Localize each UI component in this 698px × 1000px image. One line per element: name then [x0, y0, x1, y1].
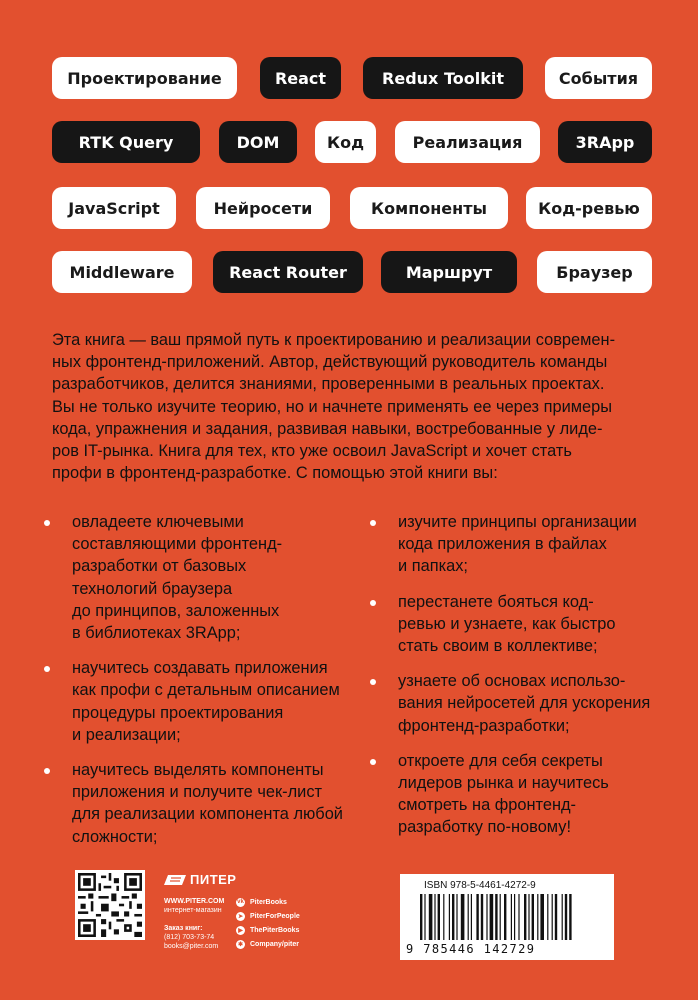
- bullet-dot-icon: [370, 679, 376, 685]
- order-email[interactable]: books@piter.com: [164, 943, 219, 950]
- qr-code-icon: [78, 873, 142, 937]
- social-item-dzen[interactable]: [236, 937, 300, 951]
- tag-brauzer: Браузер: [537, 251, 652, 293]
- intro-line: профи в фронтенд-разработке. С помощью этой книги вы:: [52, 464, 498, 483]
- bullet-line: разработки от базовых: [72, 557, 247, 576]
- publisher-site[interactable]: WWW.PITER.COM: [164, 898, 225, 905]
- tag-rtk-query: RTK Query: [52, 121, 200, 163]
- dzen-icon: ✱: [237, 941, 244, 948]
- tag-komponenty: Компоненты: [350, 187, 508, 229]
- publisher-site-sub: интернет-магазин: [164, 907, 222, 914]
- bullet-line: овладеете ключевыми: [72, 513, 244, 531]
- bullet-line: приложения и получите чек-лист: [72, 783, 323, 802]
- bullet-line: ревью и узнаете, как быстро: [398, 614, 616, 633]
- tag-3rapp: 3RApp: [558, 121, 652, 163]
- bullet-line: изучите принципы организации: [398, 513, 637, 531]
- intro-line: ров IT-рынка. Книга для тех, кто уже освоил JavaScript и хочет стать: [52, 442, 572, 461]
- isbn-text: ISBN 978-5-4461-4272-9: [424, 880, 536, 891]
- tag-kod: Код: [315, 121, 376, 163]
- social-label: Company/piter: [250, 940, 300, 948]
- order-phone: (812) 703-73-74: [164, 934, 215, 941]
- tag-javascript: JavaScript: [52, 187, 176, 229]
- bullet-line: и реализации;: [72, 725, 181, 744]
- tag-sobytiya: События: [545, 57, 652, 99]
- qr-code[interactable]: [75, 870, 145, 940]
- social-label: ThePiterBooks: [250, 926, 300, 934]
- bullet-line: лидеров рынка и научитесь: [398, 774, 609, 793]
- bullet-line: узнаете об основах использо-: [398, 672, 626, 691]
- barcode-icon: [418, 894, 598, 942]
- bullet-item: [370, 670, 670, 737]
- tag-marshrut: Маршрут: [381, 251, 517, 293]
- intro-paragraph: [52, 329, 654, 484]
- bullet-dot-icon: [44, 666, 50, 672]
- social-item-telegram[interactable]: [236, 909, 300, 923]
- order-label: Заказ книг:: [164, 925, 203, 932]
- bullet-line: фронтенд-разработки;: [398, 716, 570, 735]
- bullet-line: стать своим в коллективе;: [398, 637, 598, 656]
- bullet-line: в библиотеках 3RApp;: [72, 624, 241, 643]
- bullet-line: для реализации компонента любой: [72, 805, 343, 824]
- bullet-line: откроете для себя секреты: [398, 751, 603, 770]
- youtube-icon: ▶: [236, 926, 245, 935]
- social-item-vk[interactable]: [236, 895, 300, 909]
- tag-neiroseti: Нейросети: [196, 187, 330, 229]
- tag-react: React: [260, 57, 341, 99]
- tag-proektirovanie: Проектирование: [52, 57, 237, 99]
- bullets-right-column: [370, 511, 670, 852]
- bullet-dot-icon: [370, 520, 376, 526]
- bullet-line: научитесь создавать приложения: [72, 659, 328, 678]
- tag-kod-revyu: Код-ревью: [526, 187, 652, 229]
- bullet-line: перестанете бояться код-: [398, 592, 594, 611]
- bullet-item: [370, 591, 670, 658]
- social-item-youtube[interactable]: [236, 923, 300, 937]
- social-label: PiterBooks: [250, 898, 287, 906]
- intro-line: Эта книга — ваш прямой путь к проектированию и реализации современ-: [52, 331, 616, 349]
- intro-line: ных фронтенд-приложений. Автор, действующий руководитель команды: [52, 353, 608, 372]
- bullet-line: как профи с детальным описанием: [72, 681, 340, 700]
- tag-dom: DOM: [219, 121, 297, 163]
- bullet-line: разработку по-новому!: [398, 818, 572, 837]
- bullet-line: и папках;: [398, 557, 468, 576]
- bullet-dot-icon: [44, 520, 50, 526]
- bullets-left-column: [44, 511, 344, 861]
- social-label: PiterForPeople: [250, 912, 300, 920]
- tag-realizaciya: Реализация: [395, 121, 540, 163]
- bullet-item: [44, 759, 344, 848]
- telegram-icon: ➤: [237, 913, 244, 920]
- social-links: [236, 895, 300, 951]
- bullet-item: [370, 750, 670, 839]
- bullet-dot-icon: [370, 600, 376, 606]
- barcode-block: [400, 874, 614, 960]
- bullet-line: кода приложения в файлах: [398, 535, 607, 554]
- publisher-logo: [164, 872, 236, 887]
- bullet-line: смотреть на фронтенд-: [398, 796, 577, 815]
- bullet-line: процедуры проектирования: [72, 703, 284, 722]
- bullet-line: составляющими фронтенд-: [72, 535, 283, 554]
- publisher-logo-text: ПИТЕР: [190, 872, 237, 887]
- bullet-line: сложности;: [72, 827, 158, 846]
- tag-redux-toolkit: Redux Toolkit: [363, 57, 523, 99]
- bullet-line: вания нейросетей для ускорения: [398, 694, 651, 713]
- publisher-block: [164, 872, 236, 951]
- intro-line: кода, упражнения и задания, развивая навыки, востребованные у лиде-: [52, 419, 603, 438]
- bullet-item: [44, 511, 344, 644]
- intro-line: разработчиков, делится знаниями, проверенными в реальных проектах.: [52, 375, 605, 394]
- vk-icon: vk: [237, 899, 244, 905]
- piter-logo-icon: [164, 875, 186, 885]
- bullet-item: [44, 657, 344, 746]
- bullet-dot-icon: [370, 759, 376, 765]
- tag-middleware: Middleware: [52, 251, 192, 293]
- bullet-line: до принципов, заложенных: [72, 601, 280, 620]
- bullet-dot-icon: [44, 768, 50, 774]
- tag-react-router: React Router: [213, 251, 363, 293]
- barcode-digits: 9 785446 142729: [406, 942, 536, 956]
- intro-line: Вы не только изучите теорию, но и начнете применять ее через примеры: [52, 397, 613, 416]
- bullet-line: технологий браузера: [72, 579, 233, 598]
- bullet-item: [370, 511, 670, 578]
- bullet-line: научитесь выделять компоненты: [72, 761, 324, 780]
